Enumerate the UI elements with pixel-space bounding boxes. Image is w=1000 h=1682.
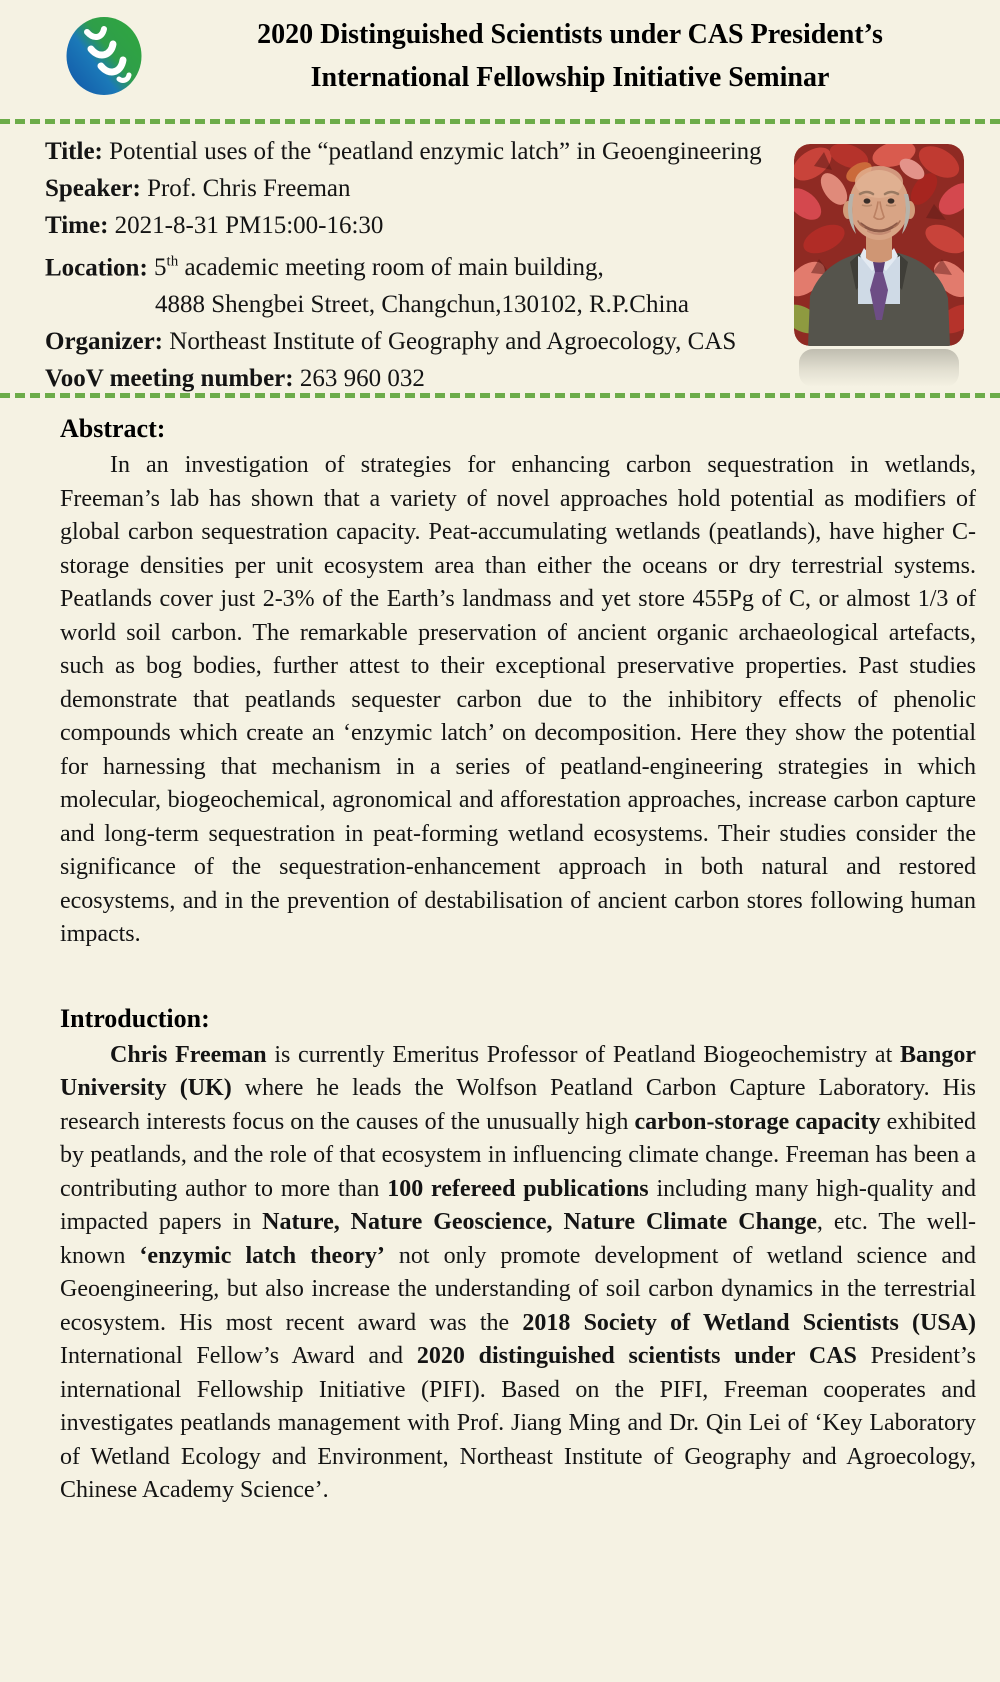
intro-seg-1: is currently Emeritus Professor of Peatland Biogeochemistry at [266, 1041, 900, 1068]
info-time-value: 2021-8-31 PM15:00-16:30 [114, 212, 384, 239]
intro-seg-9: , etc. The well-known [60, 1209, 976, 1269]
info-voov-label: VooV meeting number: [45, 365, 294, 393]
institute-globe-logo-icon [66, 16, 142, 96]
speaker-photo [794, 144, 964, 387]
page-title-line-2: International Fellowship Initiative Seminar [310, 62, 830, 93]
intro-seg-10: ‘enzymic latch theory’ [139, 1242, 385, 1269]
header [0, 0, 1000, 119]
introduction-body [60, 1039, 976, 1508]
info-title-label: Title: [45, 138, 103, 165]
intro-seg-6: 100 refereed publications [387, 1175, 649, 1202]
ordinal-superscript: th [166, 254, 179, 270]
info-location-address: 4888 Shengbei Street, Changchun,130102, R.P.China [155, 291, 689, 319]
abstract-heading: Abstract: [60, 414, 166, 443]
intro-seg-2: Bangor University (UK) [60, 1041, 976, 1101]
info-location-value: 5th academic meeting room of main building, [154, 254, 604, 282]
page-title-line-1: 2020 Distinguished Scientists under CAS President’s [257, 19, 883, 50]
intro-seg-14: 2020 distinguished scientists under CAS [416, 1343, 857, 1369]
abstract-body: In an investigation of strategies for enhancing carbon sequestration in wetlands, Freeman’s lab has shown that a variety of novel approaches hold potential as modifiers of global carbon sequestration capacity. Peat-accumulating wetlands (peatlands), have higher C-storage densities per unit ecosystem area than either the oceans or dry terrestrial systems. Peatlands cover just 2-3% of the Earth’s landmass and yet store 455Pg of C, or almost 1/3 of world soil carbon. The remarkable preservation of ancient organic archaeological artefacts, such as bog bodies, further attest to their exceptional preservative properties. Past studies demonstrate that peatlands sequester carbon due to the inhibitory effects of phenolic compounds which create an ‘enzymic latch’ on decomposition. Here they show the potential for harnessing that mechanism in a series of peatland-engineering strategies in which molecular, biogeochemical, agronomical and afforestation approaches, increase carbon capture and long-term sequestration in peat-forming wetland ecosystems. Their studies consider the significance of the sequestration-enhancement approach in both natural and restored ecosystems, and in the prevention of destabilisation of ancient carbon stores following human impacts. [60, 452, 976, 947]
intro-seg-15: President’s international Fellowship Initiative (PIFI). Based on the PIFI, Freeman cooperates and investigates peatlands management with Prof. Jiang Ming and Dr. Qin Lei of ‘Key Laboratory of Wetland Ecology and Environment, Northeast Institute of Geography and Agroecology, Chinese Academy Science’. [60, 1343, 977, 1503]
intro-seg-3: where he leads the Wolfson Peatland Carbon Capture Laboratory. His research interests focus on the causes of the unusually high [60, 1075, 977, 1135]
intro-seg-11: not only promote development of wetland science and Geoengineering, but also increase the understanding of soil carbon dynamics in the terrestrial ecosystem. His most recent award was the [60, 1242, 976, 1336]
intro-seg-12: 2018 Society of Wetland Scientists (USA) [522, 1309, 976, 1336]
intro-seg-8: Nature, Nature Geoscience, Nature Climate Change [262, 1209, 817, 1235]
info-title-value: Potential uses of the “peatland enzymic latch” in Geoengineering [109, 138, 762, 165]
intro-seg-13: International Fellow’s Award and [60, 1343, 417, 1369]
intro-seg-5: exhibited by peatlands, and the role of that ecosystem in influencing climate change. Freeman has been a contributing author to more than [60, 1108, 976, 1202]
info-voov-value: 263 960 032 [299, 365, 425, 393]
page-title [140, 0, 1000, 99]
introduction-heading: Introduction: [60, 1003, 210, 1033]
intro-seg-0: Chris Freeman [110, 1041, 267, 1068]
info-organizer-value: Northeast Institute of Geography and Agroecology, CAS [169, 328, 737, 356]
info-speaker-label: Speaker: [45, 175, 141, 202]
seminar-info [0, 124, 1000, 393]
main-content [0, 414, 1000, 1508]
photo-reflection [799, 349, 959, 387]
info-organizer-label: Organizer: [45, 328, 164, 356]
info-time-label: Time: [45, 212, 109, 239]
info-speaker-value: Prof. Chris Freeman [147, 175, 351, 202]
info-location-label: Location: [45, 254, 148, 282]
intro-seg-4: carbon-storage capacity [634, 1108, 881, 1135]
intro-seg-7: including many high-quality and impacted papers in [60, 1175, 976, 1235]
